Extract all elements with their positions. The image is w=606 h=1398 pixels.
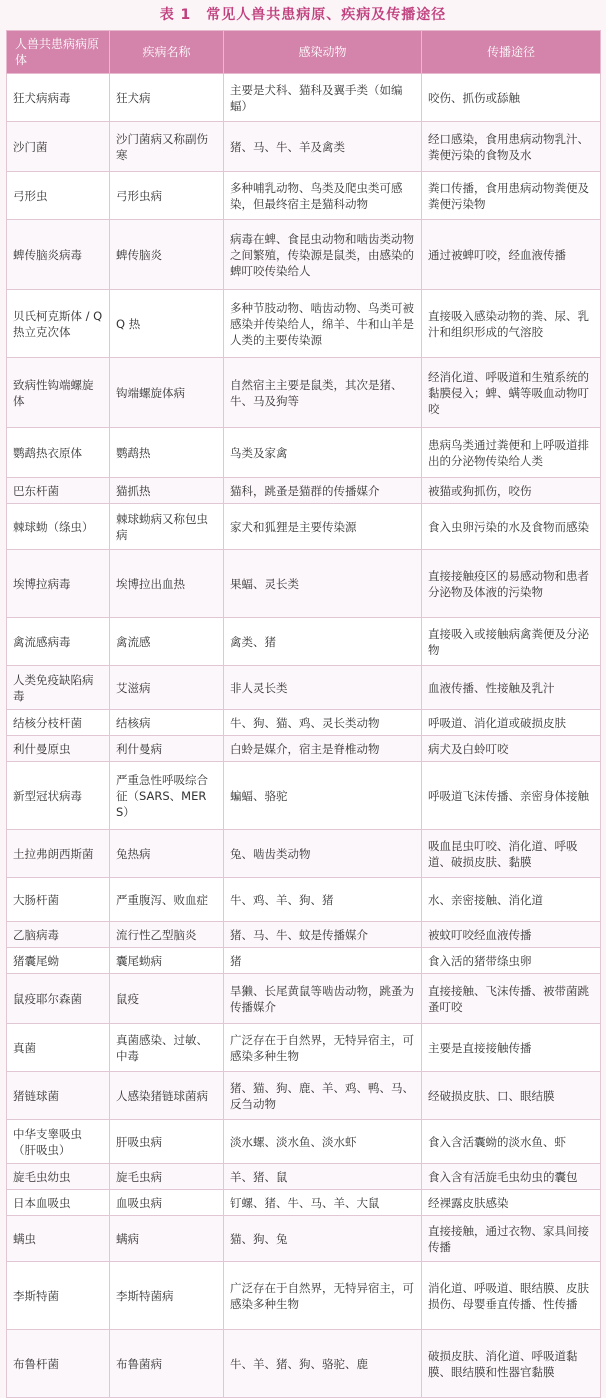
cell-disease: 流行性乙型脑炎 (110, 922, 224, 948)
cell-transmission: 呼吸道、消化道或破损皮肤 (422, 710, 601, 736)
header-transmission: 传播途径 (422, 31, 601, 74)
table-row (7, 1190, 601, 1216)
cell-transmission: 经消化道、呼吸道和生殖系统的黏膜侵入；蜱、螨等吸血动物叮咬 (422, 358, 601, 428)
cell-pathogen: 真菌 (7, 1024, 110, 1072)
cell-disease: 弓形虫病 (110, 172, 224, 220)
cell-disease: 人感染猪链球菌病 (110, 1072, 224, 1120)
table-row (7, 1262, 601, 1330)
table-body (7, 74, 601, 1398)
cell-transmission: 直接吸入或接触病禽粪便及分泌物 (422, 618, 601, 666)
cell-disease: 棘球蚴病又称包虫病 (110, 504, 224, 550)
cell-animals: 猫科，跳蚤是猫群的传播媒介 (224, 478, 422, 504)
cell-disease: 艾滋病 (110, 666, 224, 710)
header-pathogen: 人兽共患病病原体 (7, 31, 110, 74)
table-row (7, 922, 601, 948)
table-row (7, 736, 601, 762)
table-row (7, 1216, 601, 1262)
cell-transmission: 食入含活囊蚴的淡水鱼、虾 (422, 1120, 601, 1164)
cell-transmission: 经口感染，食用患病动物乳汁、粪便污染的食物及水 (422, 122, 601, 172)
cell-transmission: 直接接触，通过衣物、家具间接传播 (422, 1216, 601, 1262)
zoonosis-table (6, 30, 601, 1398)
cell-transmission: 消化道、呼吸道、眼结膜、皮肤损伤、母婴垂直传播、性传播 (422, 1262, 601, 1330)
table-row (7, 172, 601, 220)
table-row (7, 974, 601, 1024)
cell-animals: 蝙蝠、骆驼 (224, 762, 422, 830)
cell-disease: 严重腹泻、败血症 (110, 878, 224, 922)
cell-disease: 李斯特菌病 (110, 1262, 224, 1330)
header-row (7, 31, 601, 74)
table-row (7, 428, 601, 478)
table-row (7, 666, 601, 710)
cell-transmission: 吸血昆虫叮咬、消化道、呼吸道、破损皮肤、黏膜 (422, 830, 601, 878)
cell-pathogen: 沙门菌 (7, 122, 110, 172)
table-row (7, 618, 601, 666)
cell-transmission: 病犬及白蛉叮咬 (422, 736, 601, 762)
table-row (7, 358, 601, 428)
cell-disease: Q 热 (110, 290, 224, 358)
cell-transmission: 被猫或狗抓伤，咬伤 (422, 478, 601, 504)
cell-animals: 牛、狗、猫、鸡、灵长类动物 (224, 710, 422, 736)
cell-pathogen: 旋毛虫幼虫 (7, 1164, 110, 1190)
cell-disease: 旋毛虫病 (110, 1164, 224, 1190)
cell-animals: 猪、猫、狗、鹿、羊、鸡、鸭、马、反刍动物 (224, 1072, 422, 1120)
cell-disease: 钩端螺旋体病 (110, 358, 224, 428)
cell-animals: 多种节肢动物、啮齿动物、鸟类可被感染并传染给人，绵羊、牛和山羊是人类的主要传染源 (224, 290, 422, 358)
cell-animals: 果蝠、灵长类 (224, 550, 422, 618)
table-title: 表 1 常见人兽共患病原、疾病及传播途径 (159, 7, 447, 23)
cell-pathogen: 致病性钩端螺旋体 (7, 358, 110, 428)
table-row (7, 830, 601, 878)
cell-animals: 多种哺乳动物、鸟类及爬虫类可感染，但最终宿主是猫科动物 (224, 172, 422, 220)
table-row (7, 290, 601, 358)
cell-transmission: 直接接触疫区的易感动物和患者分泌物及体液的污染物 (422, 550, 601, 618)
cell-pathogen: 禽流感病毒 (7, 618, 110, 666)
cell-animals: 白蛉是媒介，宿主是脊椎动物 (224, 736, 422, 762)
cell-disease: 猫抓热 (110, 478, 224, 504)
cell-pathogen: 乙脑病毒 (7, 922, 110, 948)
cell-transmission: 粪口传播，食用患病动物粪便及粪便污染物 (422, 172, 601, 220)
cell-animals: 自然宿主主要是鼠类，其次是猪、牛、马及狗等 (224, 358, 422, 428)
cell-transmission: 呼吸道飞沫传播、亲密身体接触 (422, 762, 601, 830)
cell-disease: 布鲁菌病 (110, 1330, 224, 1398)
cell-pathogen: 螨虫 (7, 1216, 110, 1262)
cell-animals: 广泛存在于自然界，无特异宿主，可感染多种生物 (224, 1024, 422, 1072)
cell-disease: 囊尾蚴病 (110, 948, 224, 974)
header-animals: 感染动物 (224, 31, 422, 74)
cell-pathogen: 大肠杆菌 (7, 878, 110, 922)
table-row (7, 478, 601, 504)
cell-disease: 沙门菌病又称副伤寒 (110, 122, 224, 172)
cell-transmission: 主要是直接接触传播 (422, 1024, 601, 1072)
cell-animals: 猪、马、牛、蚊是传播媒介 (224, 922, 422, 948)
cell-disease: 肝吸虫病 (110, 1120, 224, 1164)
table-row (7, 122, 601, 172)
cell-transmission: 患病鸟类通过粪便和上呼吸道排出的分泌物传染给人类 (422, 428, 601, 478)
cell-pathogen: 猪链球菌 (7, 1072, 110, 1120)
cell-pathogen: 日本血吸虫 (7, 1190, 110, 1216)
cell-disease: 蜱传脑炎 (110, 220, 224, 290)
cell-transmission: 食入活的猪带绦虫卵 (422, 948, 601, 974)
cell-transmission: 通过被蜱叮咬，经血液传播 (422, 220, 601, 290)
cell-animals: 猫、狗、兔 (224, 1216, 422, 1262)
table-row (7, 710, 601, 736)
cell-transmission: 经破损皮肤、口、眼结膜 (422, 1072, 601, 1120)
cell-animals: 钉螺、猪、牛、马、羊、大鼠 (224, 1190, 422, 1216)
cell-animals: 非人灵长类 (224, 666, 422, 710)
cell-pathogen: 新型冠状病毒 (7, 762, 110, 830)
cell-animals: 禽类、猪 (224, 618, 422, 666)
cell-pathogen: 蜱传脑炎病毒 (7, 220, 110, 290)
cell-transmission: 食入虫卵污染的水及食物而感染 (422, 504, 601, 550)
cell-transmission: 经裸露皮肤感染 (422, 1190, 601, 1216)
table-row (7, 1072, 601, 1120)
cell-transmission: 咬伤、抓伤或舔触 (422, 74, 601, 122)
cell-animals: 牛、羊、猪、狗、骆驼、鹿 (224, 1330, 422, 1398)
table-row (7, 762, 601, 830)
table-row (7, 1120, 601, 1164)
cell-pathogen: 埃博拉病毒 (7, 550, 110, 618)
cell-pathogen: 土拉弗朗西斯菌 (7, 830, 110, 878)
cell-pathogen: 利什曼原虫 (7, 736, 110, 762)
cell-animals: 猪、马、牛、羊及禽类 (224, 122, 422, 172)
table-row (7, 948, 601, 974)
cell-animals: 淡水螺、淡水鱼、淡水虾 (224, 1120, 422, 1164)
table-row (7, 550, 601, 618)
cell-transmission: 被蚊叮咬经血液传播 (422, 922, 601, 948)
cell-disease: 兔热病 (110, 830, 224, 878)
cell-disease: 结核病 (110, 710, 224, 736)
cell-animals: 猪 (224, 948, 422, 974)
cell-transmission: 水、亲密接触、消化道 (422, 878, 601, 922)
cell-pathogen: 狂犬病病毒 (7, 74, 110, 122)
cell-pathogen: 中华支睾吸虫（肝吸虫） (7, 1120, 110, 1164)
cell-disease: 血吸虫病 (110, 1190, 224, 1216)
cell-pathogen: 鹦鹉热衣原体 (7, 428, 110, 478)
cell-animals: 羊、猪、鼠 (224, 1164, 422, 1190)
cell-animals: 旱獭、长尾黄鼠等啮齿动物，跳蚤为传播媒介 (224, 974, 422, 1024)
cell-animals: 主要是犬科、猫科及翼手类（如编蝠） (224, 74, 422, 122)
cell-pathogen: 鼠疫耶尔森菌 (7, 974, 110, 1024)
table-row (7, 1164, 601, 1190)
cell-animals: 牛、鸡、羊、狗、猪 (224, 878, 422, 922)
cell-pathogen: 结核分枝杆菌 (7, 710, 110, 736)
cell-pathogen: 猪囊尾蚴 (7, 948, 110, 974)
cell-disease: 鹦鹉热 (110, 428, 224, 478)
header-disease: 疾病名称 (110, 31, 224, 74)
cell-pathogen: 李斯特菌 (7, 1262, 110, 1330)
cell-disease: 利什曼病 (110, 736, 224, 762)
cell-disease: 禽流感 (110, 618, 224, 666)
table-row (7, 74, 601, 122)
cell-animals: 广泛存在于自然界，无特异宿主，可感染多种生物 (224, 1262, 422, 1330)
cell-disease: 鼠疫 (110, 974, 224, 1024)
cell-transmission: 破损皮肤、消化道、呼吸道黏膜、眼结膜和性器官黏膜 (422, 1330, 601, 1398)
cell-animals: 兔、啮齿类动物 (224, 830, 422, 878)
cell-pathogen: 棘球蚴（绦虫） (7, 504, 110, 550)
cell-animals: 鸟类及家禽 (224, 428, 422, 478)
cell-disease: 埃博拉出血热 (110, 550, 224, 618)
cell-animals: 病毒在蜱、食昆虫动物和啮齿类动物之间繁殖，传染源是鼠类，由感染的蜱叮咬传染给人 (224, 220, 422, 290)
cell-transmission: 食入含有活旋毛虫幼虫的囊包 (422, 1164, 601, 1190)
cell-disease: 狂犬病 (110, 74, 224, 122)
cell-disease: 严重急性呼吸综合征（SARS、MERS） (110, 762, 224, 830)
cell-pathogen: 布鲁杆菌 (7, 1330, 110, 1398)
cell-disease: 螨病 (110, 1216, 224, 1262)
cell-disease: 真菌感染、过敏、中毒 (110, 1024, 224, 1072)
cell-animals: 家犬和狐狸是主要传染源 (224, 504, 422, 550)
cell-transmission: 直接接触、飞沫传播、被带菌跳蚤叮咬 (422, 974, 601, 1024)
cell-pathogen: 巴东杆菌 (7, 478, 110, 504)
cell-transmission: 直接吸入感染动物的粪、尿、乳汁和组织形成的气溶胶 (422, 290, 601, 358)
table-row (7, 1024, 601, 1072)
cell-pathogen: 人类免疫缺陷病毒 (7, 666, 110, 710)
cell-transmission: 血液传播、性接触及乳汁 (422, 666, 601, 710)
table-row (7, 220, 601, 290)
table-row (7, 504, 601, 550)
table-row (7, 878, 601, 922)
table-row (7, 1330, 601, 1398)
cell-pathogen: 贝氏柯克斯体 / Q 热立克次体 (7, 290, 110, 358)
cell-pathogen: 弓形虫 (7, 172, 110, 220)
